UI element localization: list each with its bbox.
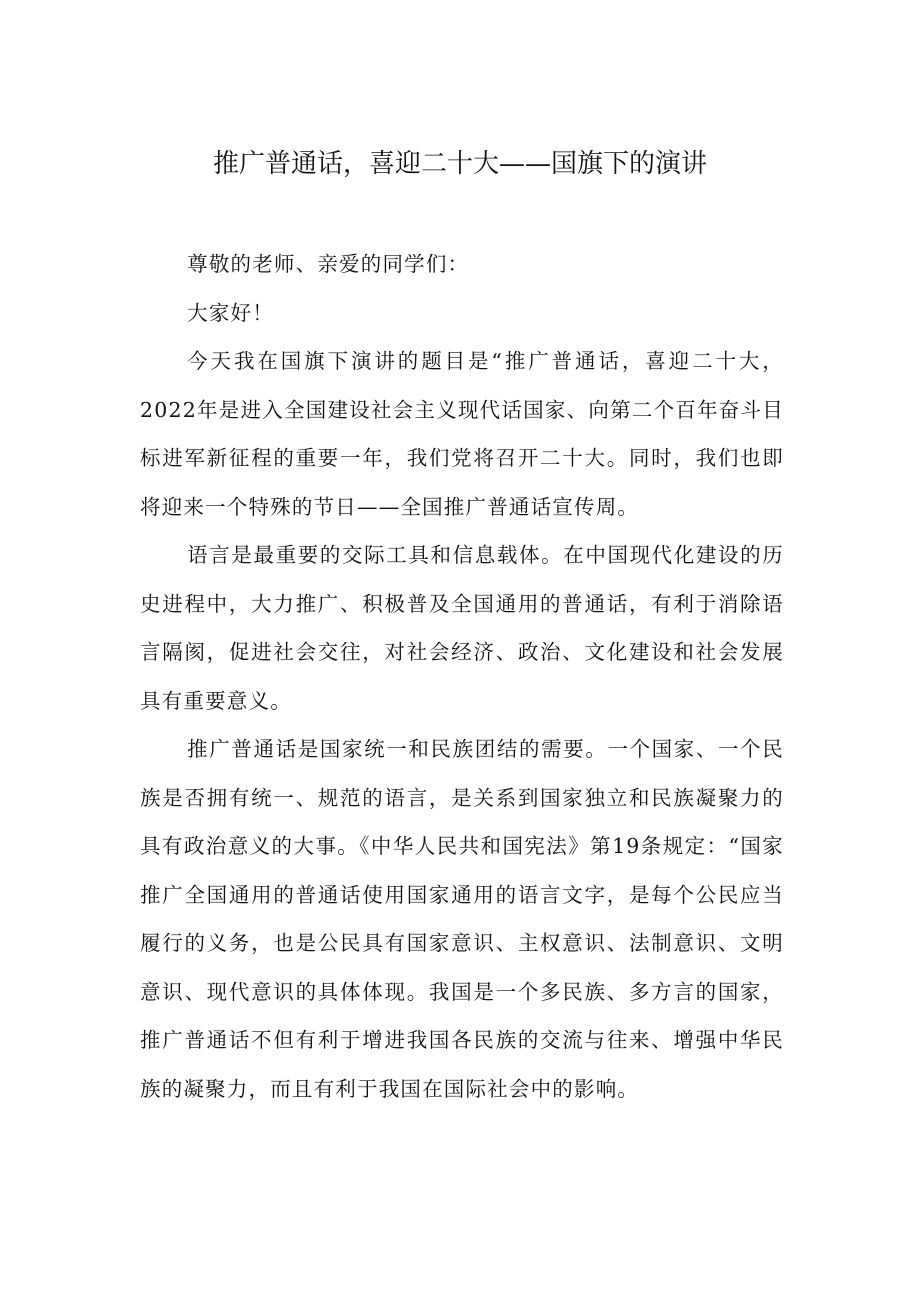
paragraph-intro: 今天我在国旗下演讲的题目是“推广普通话，喜迎二十大，2022年是进入全国建设社会主义现代话国家、向第二个百年奋斗目标进军新征程的重要一年，我们党将召开二十大。同时，我们也即将迎来一个特殊的节日——全国推广普通话宣传周。 <box>140 349 784 519</box>
document-title: 推广普通话，喜迎二十大——国旗下的演讲 <box>212 149 707 179</box>
document-body <box>140 240 784 1113</box>
paragraph-language-importance: 语言是最重要的交际工具和信息载体。在中国现代化建设的历史进程中，大力推广、积极普及全国通用的普通话，有利于消除语言隔阂，促进社会交往，对社会经济、政治、文化建设和社会发展具有重要意义。 <box>140 543 784 713</box>
paragraph-greeting: 大家好！ <box>187 300 274 325</box>
paragraph-salutation: 尊敬的老师、亲爱的同学们： <box>187 252 470 276</box>
paragraph-national-unity: 推广普通话是国家统一和民族团结的需要。一个国家、一个民族是否拥有统一、规范的语言，是关系到国家独立和民族凝聚力的具有政治意义的大事。《中华人民共和国宪法》第19条规定：“国家推广全国通用的普通话使用国家通用的语言文字，是每个公民应当履行的义务，也是公民具有国家意识、主权意识、法制意识、文明意识、现代意识的具体体现。我国是一个多民族、多方言的国家，推广普通话不但有利于增进我国各民族的交流与往来、增强中华民族的凝聚力，而且有利于我国在国际社会中的影响。 <box>140 737 784 1101</box>
